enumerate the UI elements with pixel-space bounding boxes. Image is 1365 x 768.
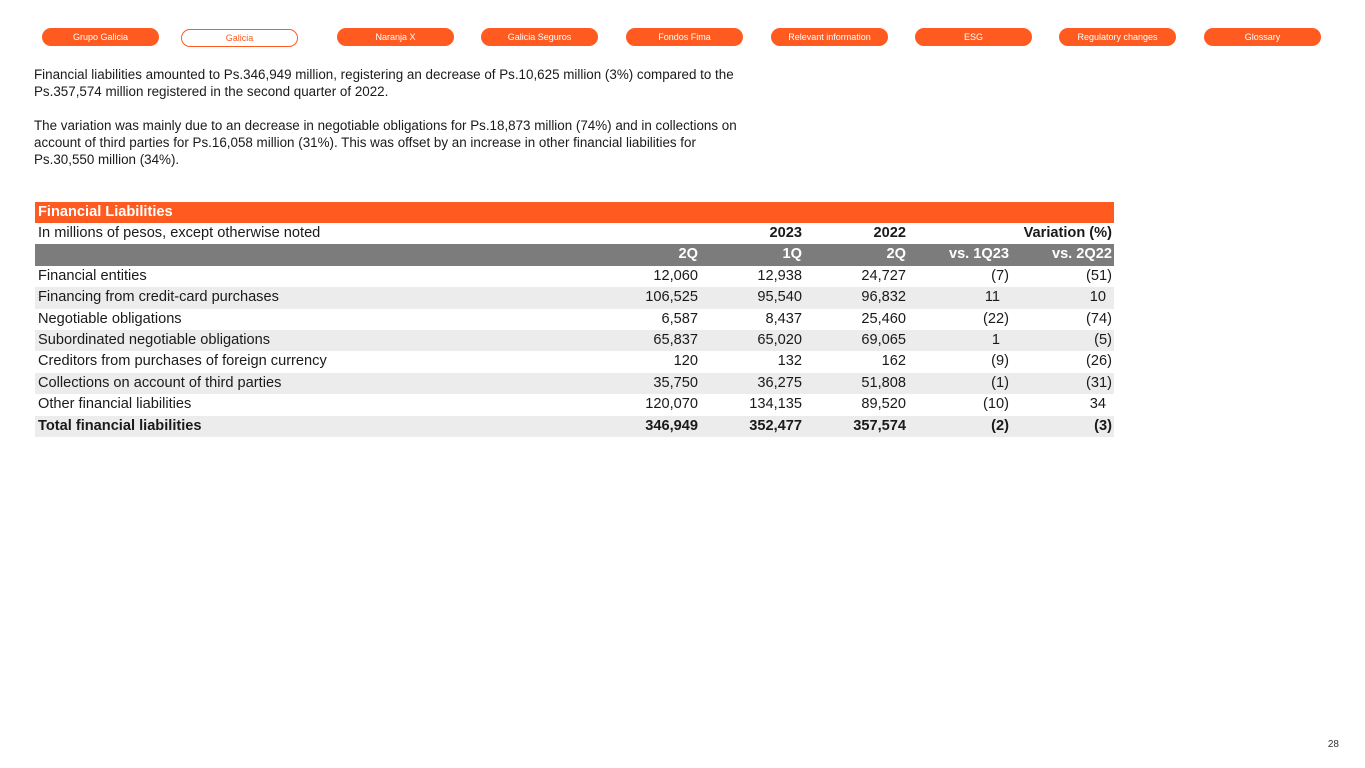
cell-2q23: 65,837 [653,331,698,348]
cell-1q23: 132 [777,353,802,370]
year-2023: 2023 [769,225,802,241]
table-row [35,287,1114,308]
row-label: Financial entities [38,267,147,284]
cell-1q23: 65,020 [757,331,802,348]
total-label: Total financial liabilities [38,417,202,434]
top-navigation [42,28,1321,46]
cell-1q23: 134,135 [749,396,802,413]
nav-regulatory-changes[interactable]: Regulatory changes [1059,28,1176,46]
total-vs-1q23: (2) [991,417,1009,434]
cell-vs-2q22: 10 [1089,289,1106,306]
cell-vs-1q23: 1 [991,331,1000,348]
intro-paragraph-2: The variation was mainly due to an decrease in negotiable obligations for Ps.18,873 million (74%) and in collections on account of third parties for Ps.16,058 million (31%). This was offset by an increase in other financial liabilities for Ps.30,550 million (34%). [34,118,737,167]
row-label: Subordinated negotiable obligations [38,331,271,348]
period-vs-2q22: vs. 2Q22 [1051,246,1112,263]
nav-galicia[interactable]: Galicia [181,29,298,47]
cell-1q23: 12,938 [757,267,802,284]
table-row [35,266,1114,287]
nav-grupo-galicia[interactable]: Grupo Galicia [42,28,159,46]
cell-2q22: 25,460 [861,310,906,327]
table-row [35,351,1114,372]
nav-relevant-information[interactable]: Relevant information [771,28,888,46]
intro-text [34,66,744,168]
cell-2q22: 96,832 [861,289,906,306]
cell-vs-1q23: (22) [983,310,1009,327]
cell-vs-1q23: (10) [983,396,1009,413]
table-row [35,373,1114,394]
intro-paragraph-1: Financial liabilities amounted to Ps.346,949 million, registering an decrease of Ps.10,625 million (3%) compared to the Ps.357,574 million registered in the second quarter of 2022. [34,67,734,99]
table-row [35,309,1114,330]
table-header-years [35,223,1114,244]
cell-vs-2q22: (5) [1094,331,1112,348]
table-total-row [35,416,1114,437]
variation-header: Variation (%) [1023,225,1112,241]
period-2q22: 2Q [886,246,906,263]
table-header-periods [35,244,1114,265]
cell-2q23: 120,070 [645,396,698,413]
table-row [35,394,1114,415]
nav-naranja-x[interactable]: Naranja X [337,28,454,46]
table-subtitle: In millions of pesos, except otherwise noted [38,225,321,241]
cell-vs-2q22: (31) [1086,374,1112,391]
row-label: Financing from credit-card purchases [38,289,279,306]
cell-1q23: 36,275 [757,374,802,391]
table-title-row [35,202,1114,223]
row-label: Other financial liabilities [38,396,192,413]
nav-glossary[interactable]: Glossary [1204,28,1321,46]
period-2q23: 2Q [678,246,698,263]
cell-vs-2q22: (51) [1086,267,1112,284]
financial-liabilities-table [35,202,1114,437]
cell-vs-1q23: (7) [991,267,1009,284]
cell-vs-1q23: 11 [984,289,1000,306]
cell-2q23: 12,060 [653,267,698,284]
cell-2q22: 24,727 [861,267,906,284]
year-2022: 2022 [873,225,906,241]
cell-2q23: 120 [673,353,698,370]
table-row [35,330,1114,351]
period-1q23: 1Q [782,246,802,263]
nav-galicia-seguros[interactable]: Galicia Seguros [481,28,598,46]
cell-vs-1q23: (1) [991,374,1009,391]
row-label: Negotiable obligations [38,310,182,327]
row-label: Collections on account of third parties [38,374,282,391]
cell-2q22: 162 [881,353,906,370]
total-1q23: 352,477 [749,417,802,434]
cell-vs-2q22: (74) [1086,310,1112,327]
total-2q22: 357,574 [853,417,906,434]
cell-2q23: 35,750 [653,374,698,391]
page-number: 28 [1327,739,1339,750]
row-label: Creditors from purchases of foreign currency [38,353,327,370]
cell-vs-2q22: (26) [1086,353,1112,370]
cell-2q23: 106,525 [645,289,698,306]
cell-2q22: 51,808 [861,374,906,391]
nav-esg[interactable]: ESG [915,28,1032,46]
table-title: Financial Liabilities [38,204,173,220]
cell-1q23: 8,437 [765,310,802,327]
cell-vs-2q22: 34 [1089,396,1106,413]
total-vs-2q22: (3) [1094,417,1112,434]
cell-2q23: 6,587 [661,310,698,327]
cell-2q22: 69,065 [861,331,906,348]
cell-2q22: 89,520 [861,396,906,413]
cell-vs-1q23: (9) [991,353,1009,370]
cell-1q23: 95,540 [757,289,802,306]
nav-fondos-fima[interactable]: Fondos Fima [626,28,743,46]
period-vs-1q23: vs. 1Q23 [948,246,1009,263]
total-2q23: 346,949 [645,417,698,434]
